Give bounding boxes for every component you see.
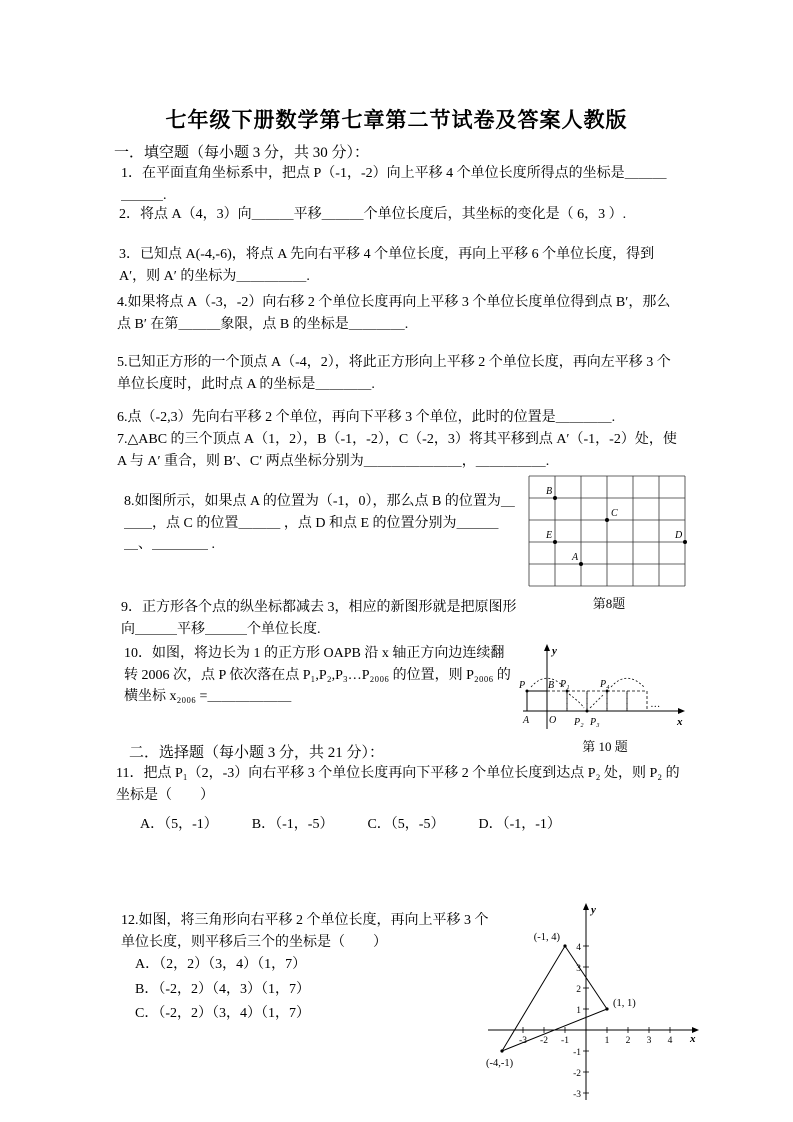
figure-q12 xyxy=(486,900,701,1105)
y-axis-label: y xyxy=(552,645,557,657)
x-tick: -2 xyxy=(540,1036,548,1046)
question-4: 4.如果将点 A（-3，-2）向右移 2 个单位长度再向上平移 3 个单位长度单位得到点 B′，那么点 B′ 在第＿＿＿象限，点 B 的坐标是＿＿＿＿. xyxy=(117,295,671,332)
square-OAPB xyxy=(527,691,547,711)
q12-option-c: C．（-2，2）（3，4）（1，7） xyxy=(135,1006,310,1022)
point-E-label: E xyxy=(546,530,553,541)
label-P: P xyxy=(519,680,526,691)
label-P4: P₄ xyxy=(600,679,610,690)
vertex-left-label: (-4,-1) xyxy=(486,1058,514,1069)
vertex-right-label: (1, 1) xyxy=(613,998,636,1009)
figure-q10 xyxy=(519,641,691,755)
fill-section-heading: 一．填空题（每小题 3 分，共 30 分）： xyxy=(114,145,370,161)
point-D-label: D xyxy=(675,530,683,541)
q11-option-b: B．（-1，-5） xyxy=(251,817,334,832)
question-5: 5.已知正方形的一个顶点 A（-4，2），将此正方形向上平移 2 个单位长度，再向左平移 3 个单位长度时，此时点 A 的坐标是＿＿＿＿. xyxy=(117,355,671,392)
x-axis-arrow xyxy=(678,708,685,714)
point-P2-P3-dot xyxy=(586,710,589,713)
figure-q8-caption: 第8题 xyxy=(592,596,626,611)
question-11-options xyxy=(140,813,561,833)
question-2: 2．将点 A（4，3）向＿＿＿平移＿＿＿个单位长度后，其坐标的变化是（ 6，3 ）. xyxy=(119,207,627,222)
x-tick: 3 xyxy=(646,1036,652,1046)
question-3: 3．已知点 A(-4,-6)，将点 A 先向右平移 4 个单位长度，再向上平移 6 个单位长度，得到A′，则 A′ 的坐标为＿＿＿＿＿. xyxy=(119,247,655,284)
label-B: B xyxy=(548,680,555,691)
page-title: 七年级下册数学第七章第二节试卷及答案人教版 xyxy=(165,108,628,133)
point-E-dot xyxy=(553,540,557,544)
choice-section-heading: 二．选择题（每小题 3 分，共 21 分）： xyxy=(129,745,385,761)
question-12: 12.如图，将三角形向右平移 2 个单位长度，再向上平移 3 个单位长度，则平移后三个的坐标是（ ） xyxy=(121,913,489,950)
x-tick: -1 xyxy=(561,1036,569,1046)
point-A-dot xyxy=(579,562,583,566)
y-tick: -2 xyxy=(573,1069,581,1079)
q10-rolling-square-figure xyxy=(519,641,691,733)
x-tick: 1 xyxy=(604,1036,610,1046)
question-7: 7.△ABC 的三个顶点 A（1，2），B（-1，-2），C（-2，3）将其平移到点 A′（-1，-2）处，使 A 与 A′ 重合，则 B′、C′ 两点坐标分别为＿＿＿＿＿＿＿，＿＿＿＿＿. xyxy=(117,432,677,469)
x-axis-label: x xyxy=(690,1033,696,1045)
q11-option-d: D．（-1，-1） xyxy=(478,817,561,832)
q11-option-c: C．（5，-5） xyxy=(367,817,445,832)
vertex-left-dot xyxy=(500,1049,503,1052)
triangle xyxy=(502,946,607,1051)
y-tick: 2 xyxy=(576,985,581,995)
figure-q8 xyxy=(528,474,690,612)
question-6: 6.点（-2,3）先向右平移 2 个单位，再向下平移 3 个单位，此时的位置是＿＿＿＿. xyxy=(117,410,616,425)
x-tick: 4 xyxy=(667,1036,673,1046)
y-tick: -1 xyxy=(573,1048,581,1058)
vertex-top-label: (-1, 4) xyxy=(533,932,560,943)
q11-option-a: A．（5，-1） xyxy=(140,817,218,832)
y-tick: 1 xyxy=(576,1006,581,1016)
x-axis-label: x xyxy=(677,716,683,728)
question-9: 9．正方形各个点的纵坐标都减去 3，相应的新图形就是把原图形向＿＿＿平移＿＿＿个单位长度. xyxy=(121,600,517,637)
y-tick: -3 xyxy=(573,1090,581,1100)
y-axis-arrow xyxy=(583,903,589,910)
q12-option-b: B．（-2，2）（4，3）（1，7） xyxy=(135,981,310,997)
q8-grid-figure xyxy=(528,474,690,590)
vertex-right-dot xyxy=(605,1007,608,1010)
label-O: O xyxy=(549,715,557,726)
question-8: 8.如图所示，如果点 A 的位置为（-1，0），那么点 B 的位置为＿＿＿，点 C 的位置＿＿＿ ，点 D 和点 E 的位置分别为＿＿＿＿、＿＿＿＿ . xyxy=(124,494,515,553)
point-C-label: C xyxy=(611,508,618,519)
y-tick: 3 xyxy=(576,964,581,974)
question-10: 10．如图，将边长为 1 的正方形 OAPB 沿 x 轴正方向边连续翻转 2006 次，点 P 依次落在点 P₁,P₂,P₃…P₂₀₀₆ 的位置，则 P₂₀₀₆ 的横坐标 x₂₀₀₆ =＿＿＿＿＿＿ xyxy=(124,646,511,705)
figure-q10-caption: 第 10 题 xyxy=(582,739,628,754)
question-1: 1．在平面直角坐标系中，把点 P（-1，-2）向上平移 4 个单位长度所得点的坐标是＿＿＿＿＿＿. xyxy=(121,166,667,203)
label-ellipsis: … xyxy=(651,699,660,710)
point-D-dot xyxy=(683,540,687,544)
label-P2: P₂ xyxy=(574,717,584,728)
y-tick: 4 xyxy=(576,943,581,953)
point-A-label: A xyxy=(572,552,579,563)
y-axis-arrow xyxy=(544,644,550,651)
point-C-dot xyxy=(605,518,609,522)
x-tick: 2 xyxy=(625,1036,631,1046)
q12-option-a: A．（2，2）（3，4）（1，7） xyxy=(135,957,307,973)
point-B-label: B xyxy=(546,486,553,497)
y-axis-label: y xyxy=(591,904,596,916)
question-12-block xyxy=(121,910,489,1027)
point-P-dot xyxy=(526,690,529,693)
vertex-top-dot xyxy=(563,944,566,947)
question-11: 11．把点 P₁（2，-3）向右平移 3 个单位长度再向下平移 2 个单位长度到达点 P₂ 处，则 P₂ 的坐标是（ ） xyxy=(116,766,680,803)
label-P3: P₃ xyxy=(590,717,600,728)
label-P1: P₁ xyxy=(560,679,570,690)
label-A: A xyxy=(523,715,530,726)
q12-triangle-figure xyxy=(486,900,701,1105)
x-tick: -3 xyxy=(519,1036,527,1046)
point-B-dot xyxy=(553,496,557,500)
